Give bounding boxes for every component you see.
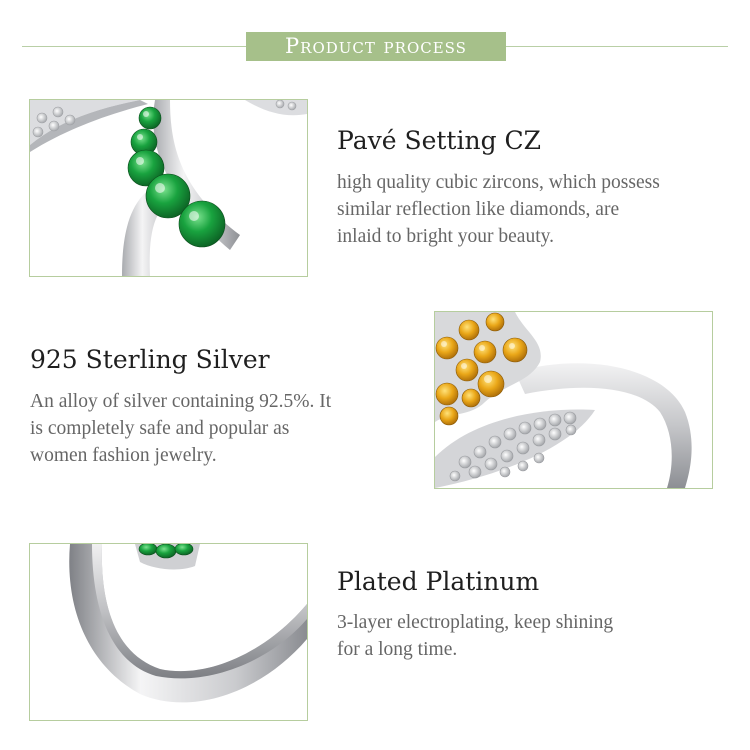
sterling-silver-closeup-image	[434, 311, 713, 489]
description-line: high quality cubic zircons, which possess	[337, 172, 660, 193]
feature-description-sterling-silver	[30, 388, 420, 469]
feature-description-plated-platinum	[337, 609, 727, 663]
description-line: inlaid to bright your beauty.	[337, 226, 554, 247]
pave-setting-closeup-image	[29, 99, 308, 277]
feature-title-sterling-silver: 925 Sterling Silver	[30, 345, 270, 374]
header-divider-right	[506, 46, 728, 47]
plated-platinum-closeup-image	[29, 543, 308, 721]
section-banner: Product process	[246, 32, 506, 61]
description-line: women fashion jewelry.	[30, 445, 217, 466]
feature-title-plated-platinum: Plated Platinum	[337, 567, 540, 596]
description-line: is completely safe and popular as	[30, 418, 290, 439]
description-line: for a long time.	[337, 639, 458, 660]
description-line: similar reflection like diamonds, are	[337, 199, 620, 220]
description-line: An alloy of silver containing 92.5%. It	[30, 391, 332, 412]
feature-description-pave-setting	[337, 169, 727, 250]
description-line: 3-layer electroplating, keep shining	[337, 612, 614, 633]
feature-title-pave-setting: Pavé Setting CZ	[337, 126, 542, 155]
header-divider-left	[22, 46, 246, 47]
